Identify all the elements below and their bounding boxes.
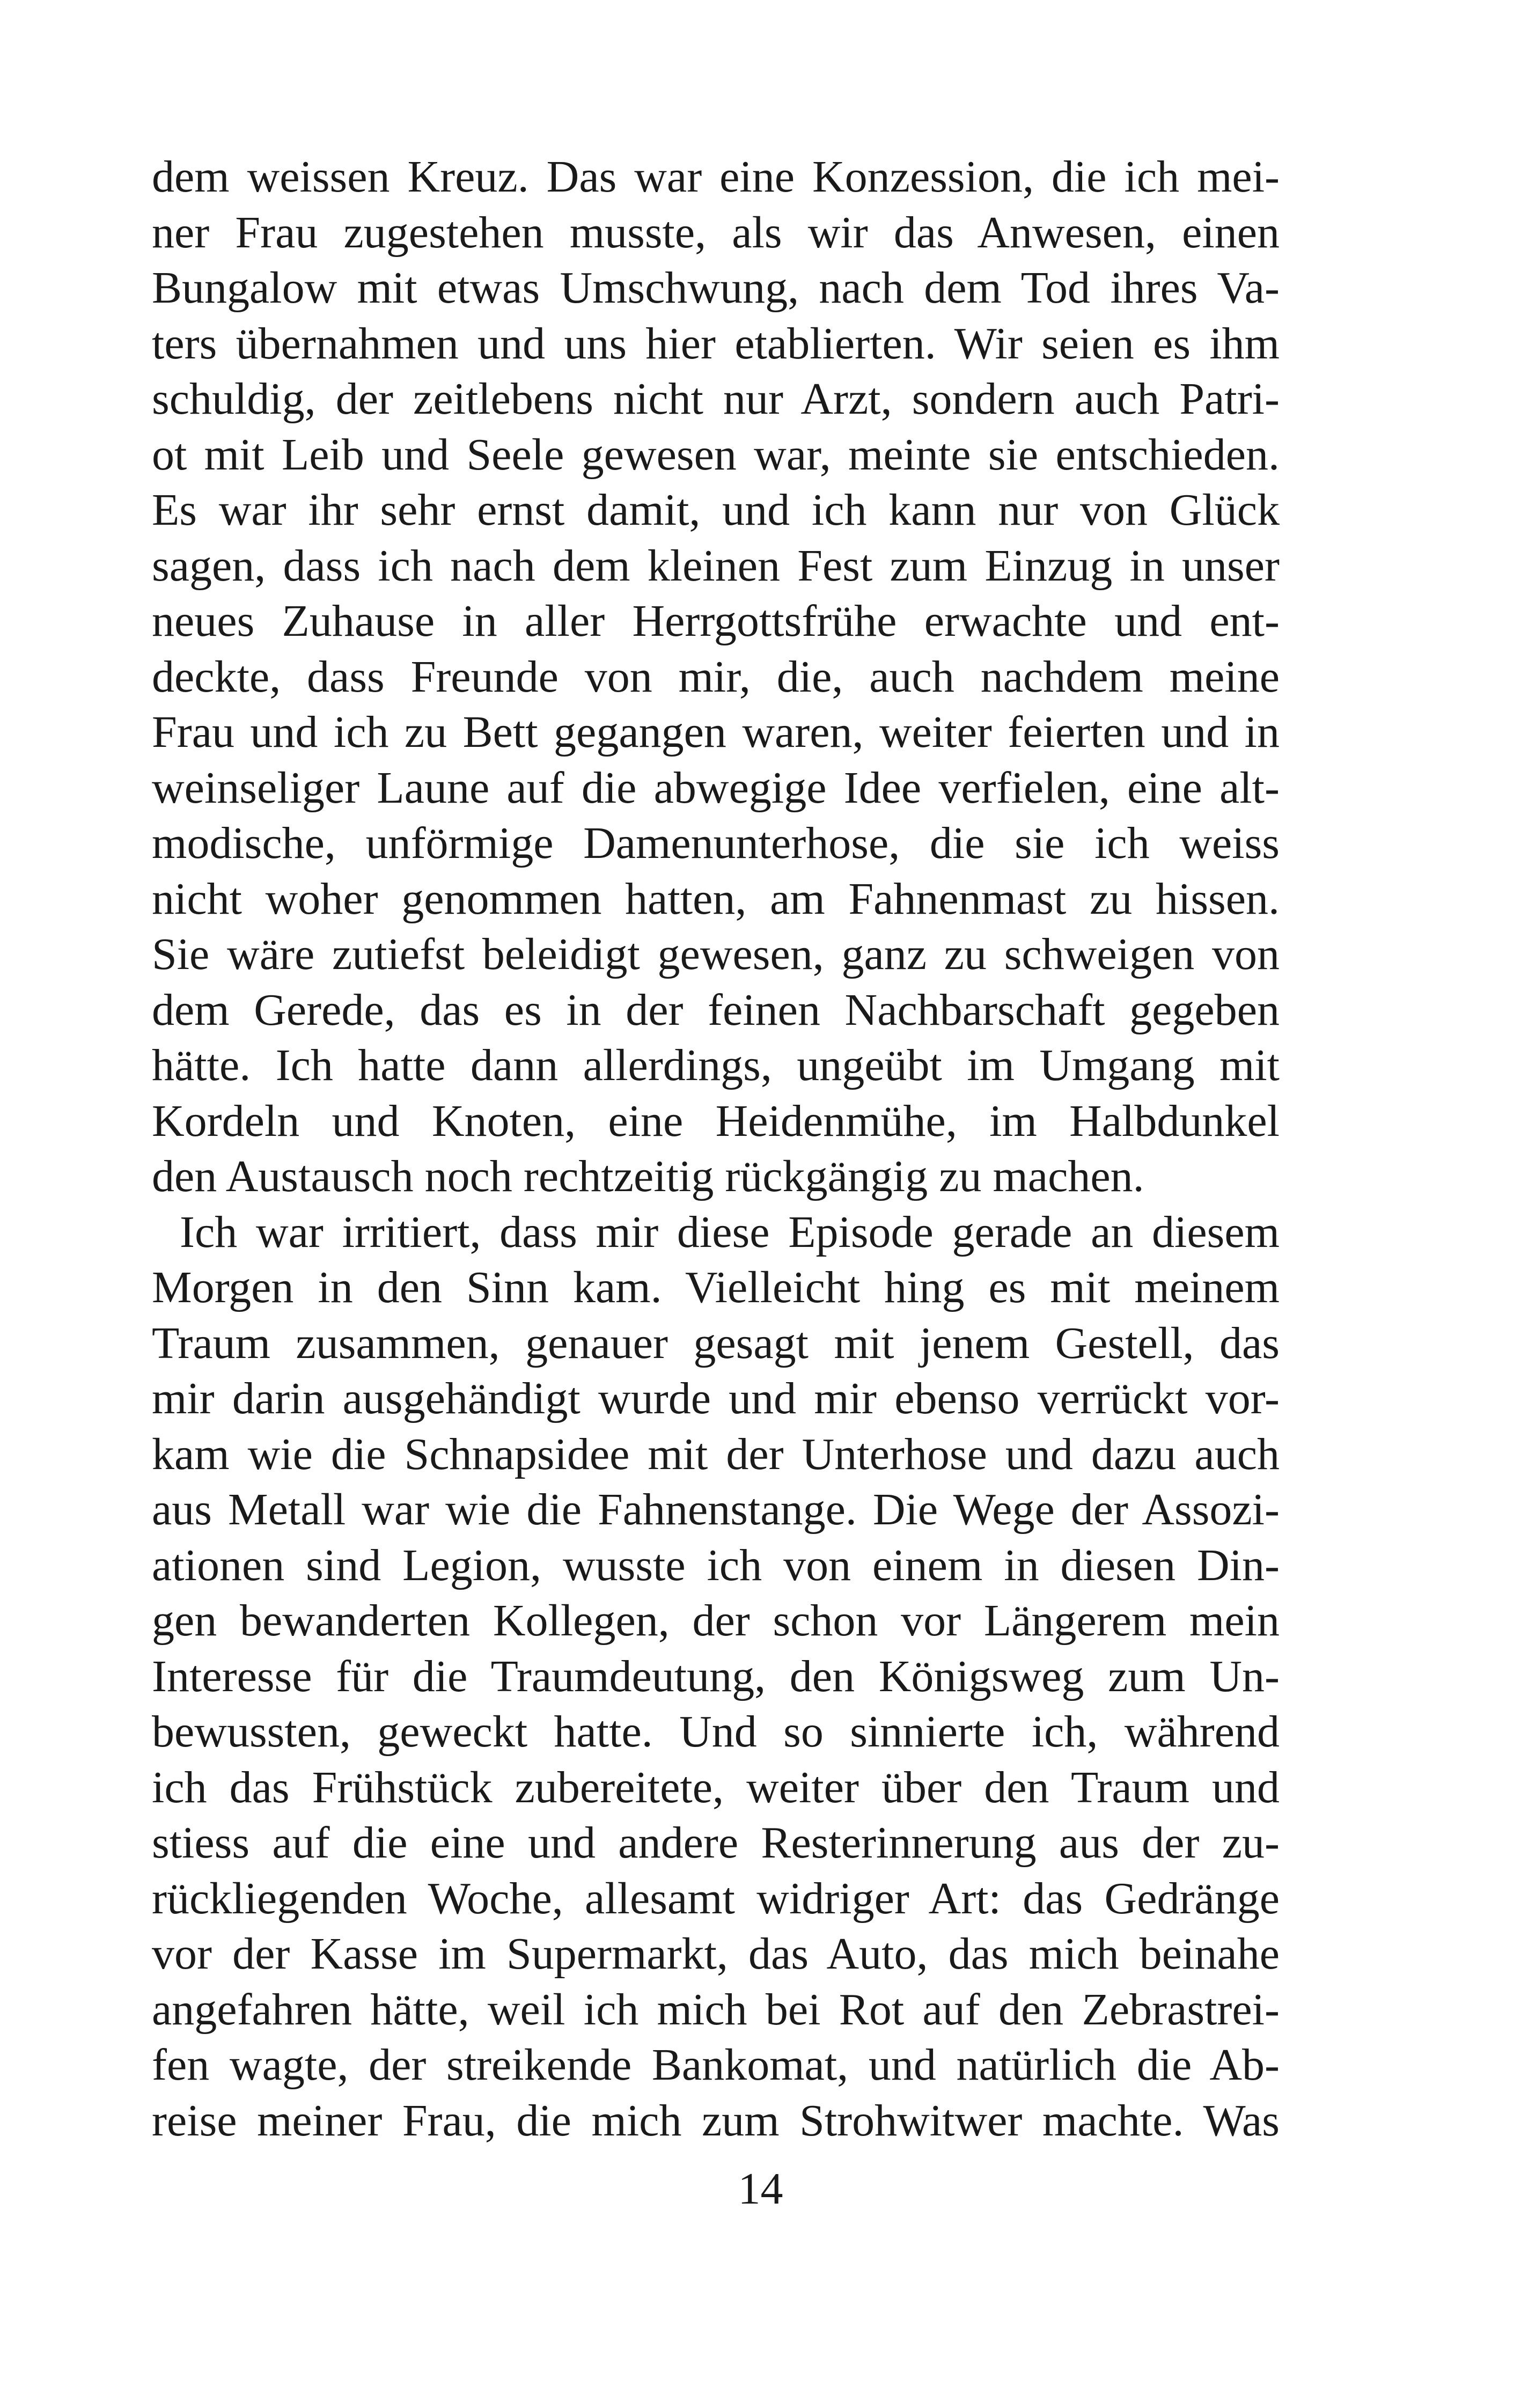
text-line: Morgen in den Sinn kam. Vielleicht hing es mit meinem — [152, 1262, 1280, 1312]
text-line: Traum zusammen, genauer gesagt mit jenem Gestell, das — [152, 1318, 1280, 1368]
text-line: rückliegenden Woche, allesamt widriger Art: das Gedränge — [152, 1873, 1280, 1924]
text-line: nicht woher genommen hatten, am Fahnenmast zu hissen. — [152, 873, 1280, 924]
text-line: mir darin ausgehändigt wurde und mir ebenso verrückt vor- — [152, 1374, 1280, 1423]
text-line: dem weissen Kreuz. Das war eine Konzession, die ich mei- — [152, 152, 1280, 202]
text-line: vor der Kasse im Supermarkt, das Auto, das mich beinahe — [152, 1929, 1280, 1979]
text-line: Es war ihr sehr ernst damit, und ich kann nur von Glück — [152, 485, 1280, 535]
text-line: ot mit Leib und Seele gewesen war, meinte sie entschieden. — [152, 429, 1280, 480]
text-line: gen bewanderten Kollegen, der schon vor Längerem mein — [152, 1596, 1280, 1646]
text-line: ich das Frühstück zubereitete, weiter über den Traum und — [152, 1762, 1280, 1812]
text-line: Frau und ich zu Bett gegangen waren, weiter feierten und in — [152, 707, 1280, 757]
text-line: ner Frau zugestehen musste, als wir das Anwesen, einen — [152, 207, 1280, 258]
text-line: ters übernahmen und uns hier etablierten. Wir seien es ihm — [152, 318, 1280, 369]
text-line: bewussten, geweckt hatte. Und so sinnierte ich, während — [152, 1707, 1280, 1757]
text-line: angefahren hätte, weil ich mich bei Rot auf den Zebrastrei- — [152, 1984, 1280, 2035]
text-line: kam wie die Schnapsidee mit der Unterhose und dazu auch — [152, 1429, 1280, 1479]
text-line: fen wagte, der streikende Bankomat, und natürlich die Ab- — [152, 2040, 1280, 2090]
text-line: Sie wäre zutiefst beleidigt gewesen, ganz zu schweigen von — [152, 929, 1280, 979]
text-line: reise meiner Frau, die mich zum Strohwitwer machte. Was — [152, 2095, 1280, 2146]
text-line: ationen sind Legion, wusste ich von einem in diesen Din- — [152, 1540, 1280, 1590]
body-text — [152, 149, 1280, 2148]
text-line: Interesse für die Traumdeutung, den Königsweg zum Un- — [152, 1651, 1280, 1701]
paragraph — [152, 1205, 1280, 2149]
text-line: stiess auf die eine und andere Resterinnerung aus der zu- — [152, 1818, 1280, 1868]
text-line: schuldig, der zeitlebens nicht nur Arzt, sondern auch Patri- — [152, 374, 1280, 424]
text-line: Ich war irritiert, dass mir diese Episode gerade an diesem — [180, 1207, 1280, 1257]
text-line: den Austausch noch rechtzeitig rückgängig zu machen. — [152, 1151, 1144, 1201]
text-line: modische, unförmige Damenunterhose, die sie ich weiss — [152, 818, 1280, 868]
page-number: 14 — [738, 2164, 783, 2214]
text-line: Kordeln und Knoten, eine Heidenmühe, im Halbdunkel — [152, 1096, 1280, 1146]
paragraph — [152, 149, 1280, 1205]
text-line: dem Gerede, das es in der feinen Nachbarschaft gegeben — [152, 985, 1280, 1035]
text-line: aus Metall war wie die Fahnenstange. Die Wege der Assozi- — [152, 1485, 1280, 1535]
text-line: sagen, dass ich nach dem kleinen Fest zum Einzug in unser — [152, 540, 1280, 591]
text-line: neues Zuhause in aller Herrgottsfrühe erwachte und ent- — [152, 596, 1280, 646]
text-line: Bungalow mit etwas Umschwung, nach dem Tod ihres Va- — [152, 263, 1280, 313]
text-line: deckte, dass Freunde von mir, die, auch nachdem meine — [152, 651, 1280, 702]
text-line: hätte. Ich hatte dann allerdings, ungeübt im Umgang mit — [152, 1040, 1280, 1090]
text-line: weinseliger Laune auf die abwegige Idee verfielen, eine alt- — [152, 762, 1280, 813]
